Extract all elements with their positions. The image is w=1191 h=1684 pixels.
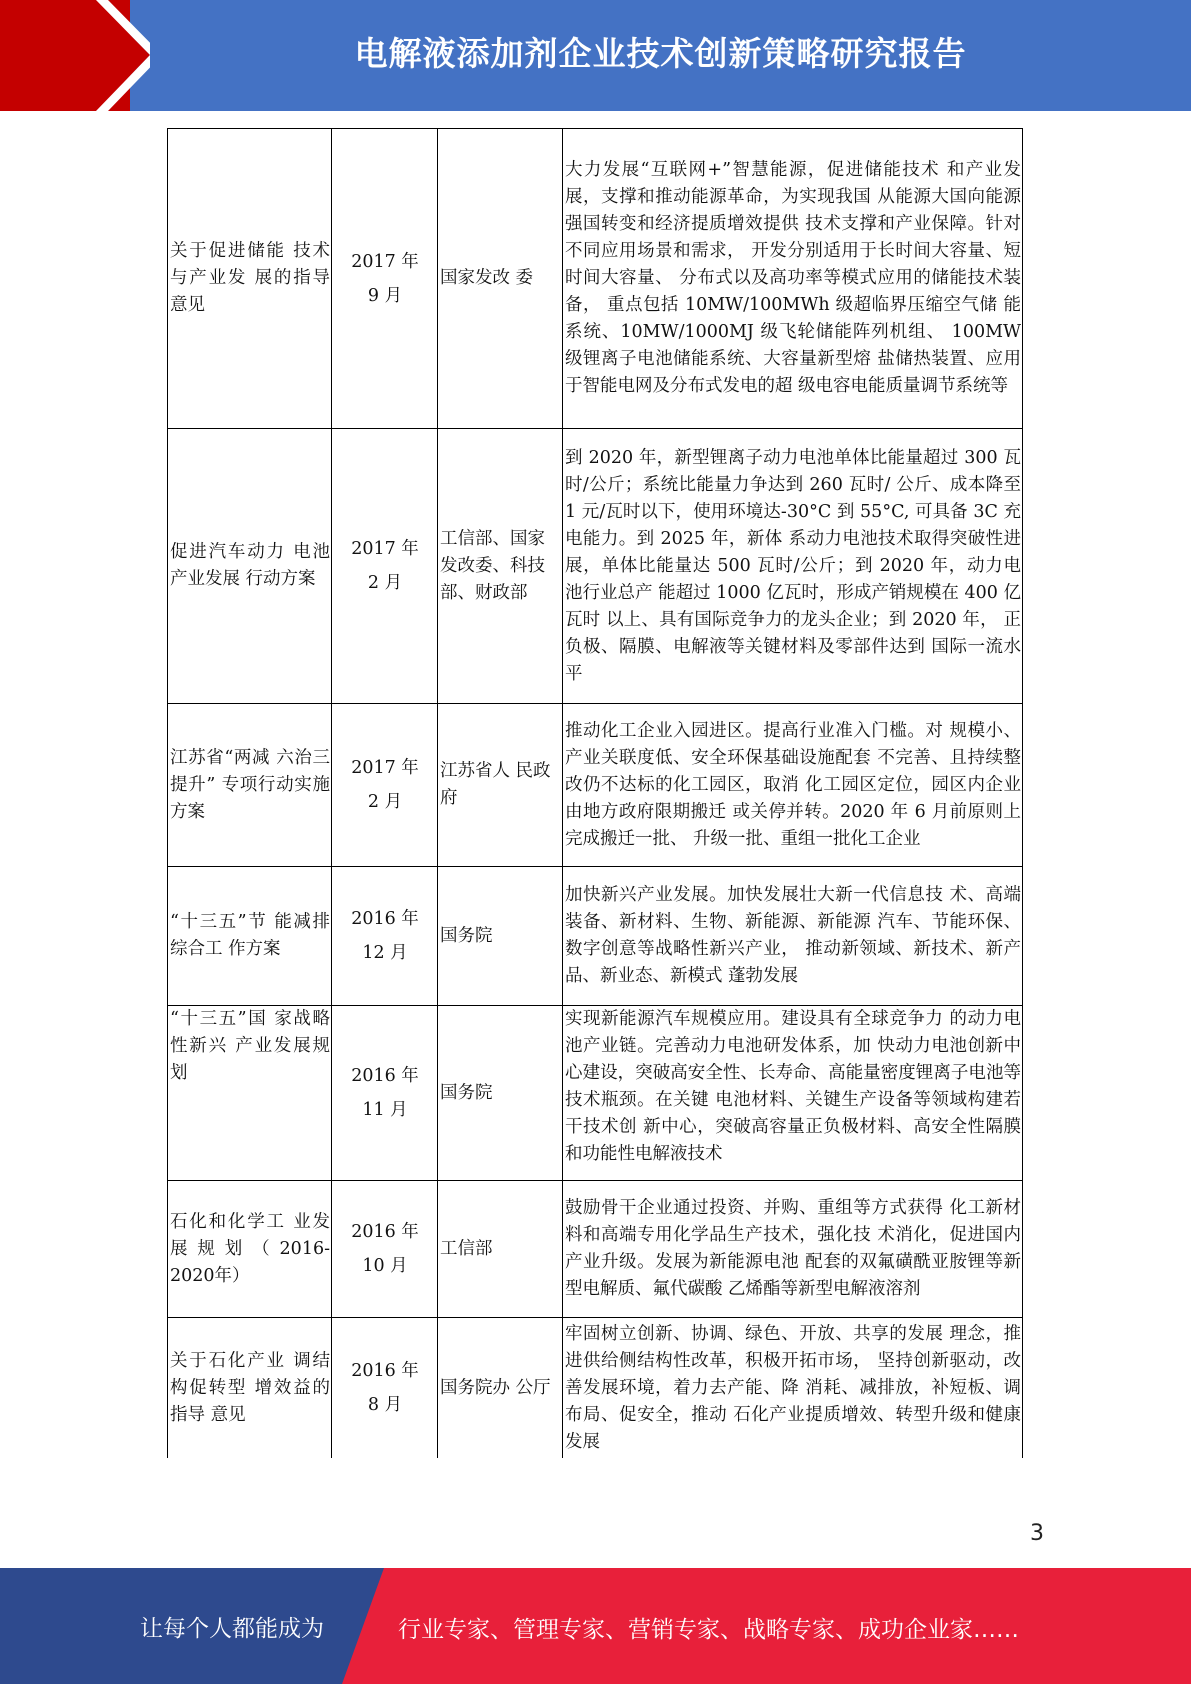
policy-issuer: 江苏省人 民政府 bbox=[438, 704, 563, 867]
policy-issuer: 国务院办 公厅 bbox=[438, 1318, 563, 1459]
policy-content: 鼓励骨干企业通过投资、并购、重组等方式获得 化工新材料和高端专用化学品生产技术，强化技 术消化，促进国内产业升级。发展为新能源电池 配套的双氟磺酰亚胺锂等新型电解质、氟代碳酸 乙烯酯等新型电解液溶剂 bbox=[563, 1181, 1023, 1318]
policy-content: 实现新能源汽车规模应用。建设具有全球竞争力 的动力电池产业链。完善动力电池研发体系，加 快动力电池创新中心建设，突破高安全性、长寿命、高能量密度锂离子电池等技术瓶颈。在关键 电池材料、关键生产设备等领域构建若干技术创 新中心，突破高容量正负极材料、高安全性隔膜 和功能性电解液技术 bbox=[563, 1006, 1023, 1181]
policy-date: 2017 年 9 月 bbox=[332, 129, 438, 429]
table-row bbox=[168, 704, 1023, 867]
report-title: 电解液添加剂企业技术创新策略研究报告 bbox=[354, 34, 967, 73]
policy-issuer: 国务院 bbox=[438, 867, 563, 1006]
policy-name: 关于石化产业 调结构促转型 增效益的指导 意见 bbox=[168, 1318, 332, 1459]
table-row bbox=[168, 1006, 1023, 1181]
policy-name: 江苏省“两减 六治三提升” 专项行动实施 方案 bbox=[168, 704, 332, 867]
policy-date: 2016 年 8 月 bbox=[332, 1318, 438, 1459]
policy-issuer: 工信部、国家发改委、科技部、财政部 bbox=[438, 429, 563, 704]
policy-table-wrapper bbox=[167, 128, 1023, 1458]
table-row bbox=[168, 429, 1023, 704]
policy-content: 加快新兴产业发展。加快发展壮大新一代信息技 术、高端装备、新材料、生物、新能源、新能源 汽车、节能环保、数字创意等战略性新兴产业， 推动新领域、新技术、新产品、新业态、新模式 蓬勃发展 bbox=[563, 867, 1023, 1006]
policy-content: 到 2020 年，新型锂离子动力电池单体比能量超过 300 瓦时/公斤；系统比能量力争达到 260 瓦时/ 公斤、成本降至 1 元/瓦时以下，使用环境达-30°C 到 55°C, 可具备 3C 充电能力。到 2025 年，新体 系动力电池技术取得突破性进展，单体比能量达 500 瓦时/公斤；到 2020 年，动力电池行业总产 能超过 1000 亿瓦时，形成产销规模在 400 亿瓦时 以上、具有国际竞争力的龙头企业；到 2020 年， 正负极、隔膜、电解液等关键材料及零部件达到 国际一流水平 bbox=[563, 429, 1023, 704]
policy-issuer: 国务院 bbox=[438, 1006, 563, 1181]
page-number: 3 bbox=[1030, 1521, 1044, 1546]
policy-content: 推动化工企业入园进区。提高行业准入门槛。对 规模小、产业关联度低、安全环保基础设施配套 不完善、且持续整改仍不达标的化工园区，取消 化工园区定位，园区内企业由地方政府限期搬迁 或关停并转。2020 年 6 月前原则上完成搬迁一批、 升级一批、重组一批化工企业 bbox=[563, 704, 1023, 867]
table-row bbox=[168, 1318, 1023, 1459]
table-row bbox=[168, 867, 1023, 1006]
policy-name: “十三五”国 家战略性新兴 产业发展规划 bbox=[168, 1006, 332, 1181]
policy-content: 大力发展“互联网+”智慧能源，促进储能技术 和产业发展，支撑和推动能源革命，为实现我国 从能源大国向能源强国转变和经济提质增效提供 技术支撑和产业保障。针对不同应用场景和需求， 开发分别适用于长时间大容量、短时间大容量、 分布式以及高功率等模式应用的储能技术装备， 重点包括 10MW/100MWh 级超临界压缩空气储 能系统、10MW/1000MJ 级飞轮储能阵列机组、 100MW 级锂离子电池储能系统、大容量新型熔 盐储热装置、应用于智能电网及分布式发电的超 级电容电能质量调节系统等 bbox=[563, 129, 1023, 429]
policy-name: “十三五”节 能减排综合工 作方案 bbox=[168, 867, 332, 1006]
footer-slogan-right: 行业专家、管理专家、营销专家、战略专家、成功企业家…… bbox=[398, 1617, 1019, 1643]
policy-date: 2017 年 2 月 bbox=[332, 429, 438, 704]
policy-table bbox=[167, 128, 1023, 1458]
table-row bbox=[168, 129, 1023, 429]
policy-name: 关于促进储能 技术与产业发 展的指导意见 bbox=[168, 129, 332, 429]
policy-date: 2016 年 10 月 bbox=[332, 1181, 438, 1318]
page-footer bbox=[0, 1568, 1191, 1684]
policy-issuer: 工信部 bbox=[438, 1181, 563, 1318]
policy-date: 2016 年 11 月 bbox=[332, 1006, 438, 1181]
policy-date: 2017 年 2 月 bbox=[332, 704, 438, 867]
footer-slogan-left: 让每个人都能成为 bbox=[140, 1616, 324, 1642]
policy-content: 牢固树立创新、协调、绿色、开放、共享的发展 理念，推进供给侧结构性改革，积极开拓市场， 坚持创新驱动，改善发展环境，着力去产能、降 消耗、减排放，补短板、调布局、促安全，推动 石化产业提质增效、转型升级和健康发展 bbox=[563, 1318, 1023, 1459]
policy-name: 石化和化学工 业发展规划（2016-2020年） bbox=[168, 1181, 332, 1318]
policy-name: 促进汽车动力 电池产业发展 行动方案 bbox=[168, 429, 332, 704]
table-row bbox=[168, 1181, 1023, 1318]
header-arrow-icon bbox=[60, 0, 150, 111]
policy-date: 2016 年 12 月 bbox=[332, 867, 438, 1006]
page-header bbox=[0, 0, 1191, 111]
policy-issuer: 国家发改 委 bbox=[438, 129, 563, 429]
